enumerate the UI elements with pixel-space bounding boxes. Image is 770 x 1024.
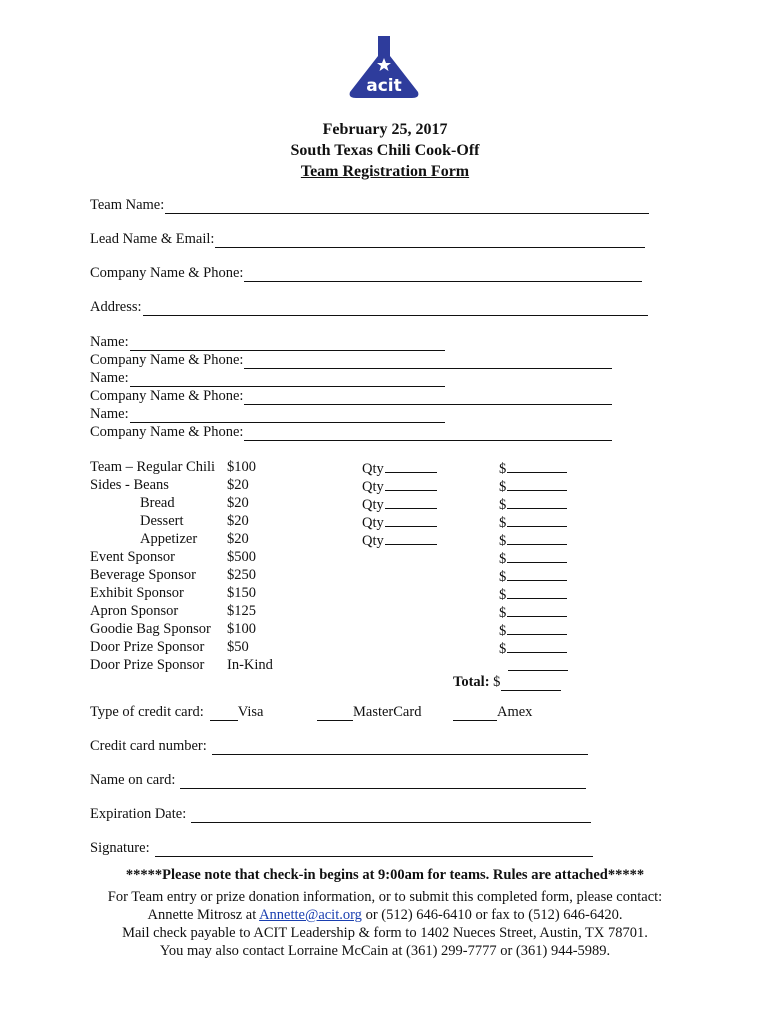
expiration-line[interactable] — [191, 808, 591, 823]
amount-line[interactable] — [507, 602, 567, 617]
qty-line[interactable] — [385, 458, 437, 473]
fee-price: $20 — [227, 477, 249, 493]
fee-label: Appetizer — [140, 531, 198, 547]
member-1-company-field[interactable] — [90, 351, 612, 369]
amount-line[interactable] — [507, 548, 567, 563]
signature-line[interactable] — [155, 842, 593, 857]
signature-field[interactable] — [90, 839, 593, 857]
amount-line[interactable] — [507, 530, 567, 545]
fee-label: Goodie Bag Sponsor — [90, 621, 211, 637]
address-field[interactable] — [90, 298, 648, 316]
qty-line[interactable] — [385, 476, 437, 491]
fee-price: In-Kind — [227, 657, 273, 673]
contact-line-2 — [0, 906, 770, 924]
fee-label: Exhibit Sponsor — [90, 585, 184, 601]
logo-text: acit — [366, 76, 402, 96]
contact-line-1: For Team entry or prize donation information, or to submit this completed form, please contact: — [107, 889, 663, 905]
member-name-line[interactable] — [130, 372, 445, 387]
member-name-label: Name: — [90, 334, 129, 350]
event-date: February 25, 2017 — [322, 121, 448, 138]
name-on-card-field[interactable] — [90, 771, 586, 789]
dollar-sign: $ — [499, 461, 507, 477]
fee-label: Apron Sponsor — [90, 603, 179, 619]
amount-line[interactable] — [507, 494, 567, 509]
fee-amount[interactable] — [499, 602, 567, 622]
fee-amount[interactable] — [499, 476, 567, 496]
acit-logo — [348, 36, 420, 98]
company-name-field[interactable] — [90, 264, 642, 282]
member-2-name-field[interactable] — [90, 369, 445, 387]
fee-label: Door Prize Sponsor — [90, 639, 205, 655]
qty-label: Qty — [362, 497, 384, 513]
card-number-field[interactable] — [90, 737, 588, 755]
fee-label: Sides - Beans — [90, 477, 169, 493]
dollar-sign: $ — [499, 569, 507, 585]
amex-check-line[interactable] — [453, 706, 497, 721]
dollar-sign: $ — [499, 605, 507, 621]
alt-contact-line: You may also contact Lorraine McCain at (361) 299-7777 or (361) 944-5989. — [159, 943, 611, 959]
expiration-field[interactable] — [90, 805, 591, 823]
team-name-line[interactable] — [165, 199, 649, 214]
fee-amount[interactable] — [499, 584, 567, 604]
mail-check-line: Mail check payable to ACIT Leadership & form to 1402 Nueces Street, Austin, TX 78701. — [122, 925, 648, 941]
fee-price: $20 — [227, 513, 249, 529]
fee-price: $150 — [227, 585, 256, 601]
fee-qty[interactable] — [362, 458, 437, 478]
dollar-sign: $ — [499, 587, 507, 603]
mastercard-check-line[interactable] — [317, 706, 353, 721]
fee-label: Event Sponsor — [90, 549, 175, 565]
fee-price: $100 — [227, 459, 256, 475]
qty-line[interactable] — [385, 494, 437, 509]
dollar-sign: $ — [499, 533, 507, 549]
amex-label: Amex — [497, 704, 533, 720]
fee-amount[interactable] — [499, 566, 567, 586]
dollar-sign: $ — [499, 641, 507, 657]
company-name-label: Company Name & Phone: — [90, 265, 244, 281]
name-on-card-line[interactable] — [180, 774, 586, 789]
total-dollar: $ — [493, 674, 501, 690]
visa-label: Visa — [237, 704, 264, 720]
member-3-company-field[interactable] — [90, 423, 612, 441]
fee-label: Dessert — [140, 513, 184, 529]
fee-price: $100 — [227, 621, 256, 637]
signature-label: Signature: — [90, 840, 150, 856]
visa-check-line[interactable] — [210, 706, 238, 721]
contact-name-text: Annette Mitrosz at — [147, 907, 260, 923]
total-row: Total : $ — [453, 673, 561, 691]
flask-star-logo-icon — [348, 36, 420, 98]
form-title: Team Registration Form — [300, 163, 470, 180]
member-company-line[interactable] — [244, 354, 612, 369]
dollar-sign: $ — [499, 623, 507, 639]
event-name: South Texas Chili Cook-Off — [290, 142, 480, 159]
company-name-line[interactable] — [244, 267, 642, 282]
amount-line[interactable] — [507, 512, 567, 527]
member-name-label: Name: — [90, 406, 129, 422]
contact-phone-text: or (512) 646-6410 or fax to (512) 646-6420. — [361, 907, 623, 923]
lead-name-field[interactable] — [90, 230, 645, 248]
contact-email-link[interactable]: Annette@acit.org — [259, 907, 362, 923]
fee-price: $50 — [227, 639, 249, 655]
address-label: Address: — [90, 299, 142, 315]
fee-price: $20 — [227, 495, 249, 511]
fee-label: Team – Regular Chili — [90, 459, 216, 475]
member-name-label: Name: — [90, 370, 129, 386]
amount-line[interactable] — [507, 638, 567, 653]
fee-qty[interactable] — [362, 476, 437, 496]
mastercard-label: MasterCard — [353, 704, 422, 720]
qty-label: Qty — [362, 533, 384, 549]
address-line[interactable] — [143, 301, 648, 316]
lead-name-line[interactable] — [215, 233, 645, 248]
member-name-line[interactable] — [130, 336, 445, 351]
fee-amount[interactable] — [499, 512, 567, 532]
dollar-sign: $ — [499, 551, 507, 567]
amex-option — [453, 703, 532, 721]
fee-qty[interactable] — [362, 530, 437, 550]
lead-name-label: Lead Name & Email: — [90, 231, 215, 247]
card-number-label: Credit card number: — [90, 738, 207, 754]
fee-amount[interactable] — [499, 530, 567, 550]
member-1-name-field[interactable] — [90, 333, 445, 351]
fee-qty[interactable] — [362, 512, 437, 532]
amount-line[interactable] — [507, 566, 567, 581]
member-company-label: Company Name & Phone: — [90, 424, 244, 440]
dollar-sign: $ — [499, 515, 507, 531]
fee-price: $250 — [227, 567, 256, 583]
fee-amount[interactable] — [499, 620, 567, 640]
member-company-label: Company Name & Phone: — [90, 352, 244, 368]
mastercard-option — [317, 703, 421, 721]
fee-price: $20 — [227, 531, 249, 547]
member-company-line[interactable] — [244, 426, 612, 441]
expiration-label: Expiration Date: — [90, 806, 187, 822]
qty-line[interactable] — [385, 512, 437, 527]
fee-price: $125 — [227, 603, 256, 619]
member-name-line[interactable] — [130, 408, 445, 423]
fee-label: Beverage Sponsor — [90, 567, 196, 583]
check-in-notice: *****Please note that check-in begins at 9:00am for teams. Rules are attached***** — [125, 867, 645, 883]
fee-label: Bread — [140, 495, 175, 511]
fee-amount[interactable] — [499, 458, 567, 478]
fee-amount[interactable] — [499, 494, 567, 514]
amount-line[interactable] — [507, 458, 567, 473]
dollar-sign: $ — [499, 479, 507, 495]
amount-line[interactable] — [508, 656, 568, 671]
qty-label: Qty — [362, 515, 384, 531]
dollar-sign: $ — [499, 497, 507, 513]
card-number-line[interactable] — [212, 740, 588, 755]
qty-label: Qty — [362, 479, 384, 495]
team-name-field[interactable] — [90, 196, 649, 214]
card-type-label: Type of credit card: — [90, 704, 204, 720]
amount-line[interactable] — [507, 476, 567, 491]
amount-line[interactable] — [507, 620, 567, 635]
amount-line[interactable] — [507, 584, 567, 599]
fee-label: Door Prize Sponsor — [90, 657, 205, 673]
member-3-name-field[interactable] — [90, 405, 445, 423]
fee-amount[interactable] — [499, 638, 567, 658]
qty-label: Qty — [362, 461, 384, 477]
fee-amount[interactable] — [499, 548, 567, 568]
name-on-card-label: Name on card: — [90, 772, 176, 788]
fee-price: $500 — [227, 549, 256, 565]
team-name-label: Team Name: — [90, 197, 165, 213]
total-line[interactable] — [501, 676, 561, 691]
member-2-company-field[interactable] — [90, 387, 612, 405]
member-company-label: Company Name & Phone: — [90, 388, 244, 404]
fee-qty[interactable] — [362, 494, 437, 514]
member-company-line[interactable] — [244, 390, 612, 405]
total-label: Total — [453, 674, 485, 690]
credit-card-type-row — [90, 703, 263, 721]
qty-line[interactable] — [385, 530, 437, 545]
